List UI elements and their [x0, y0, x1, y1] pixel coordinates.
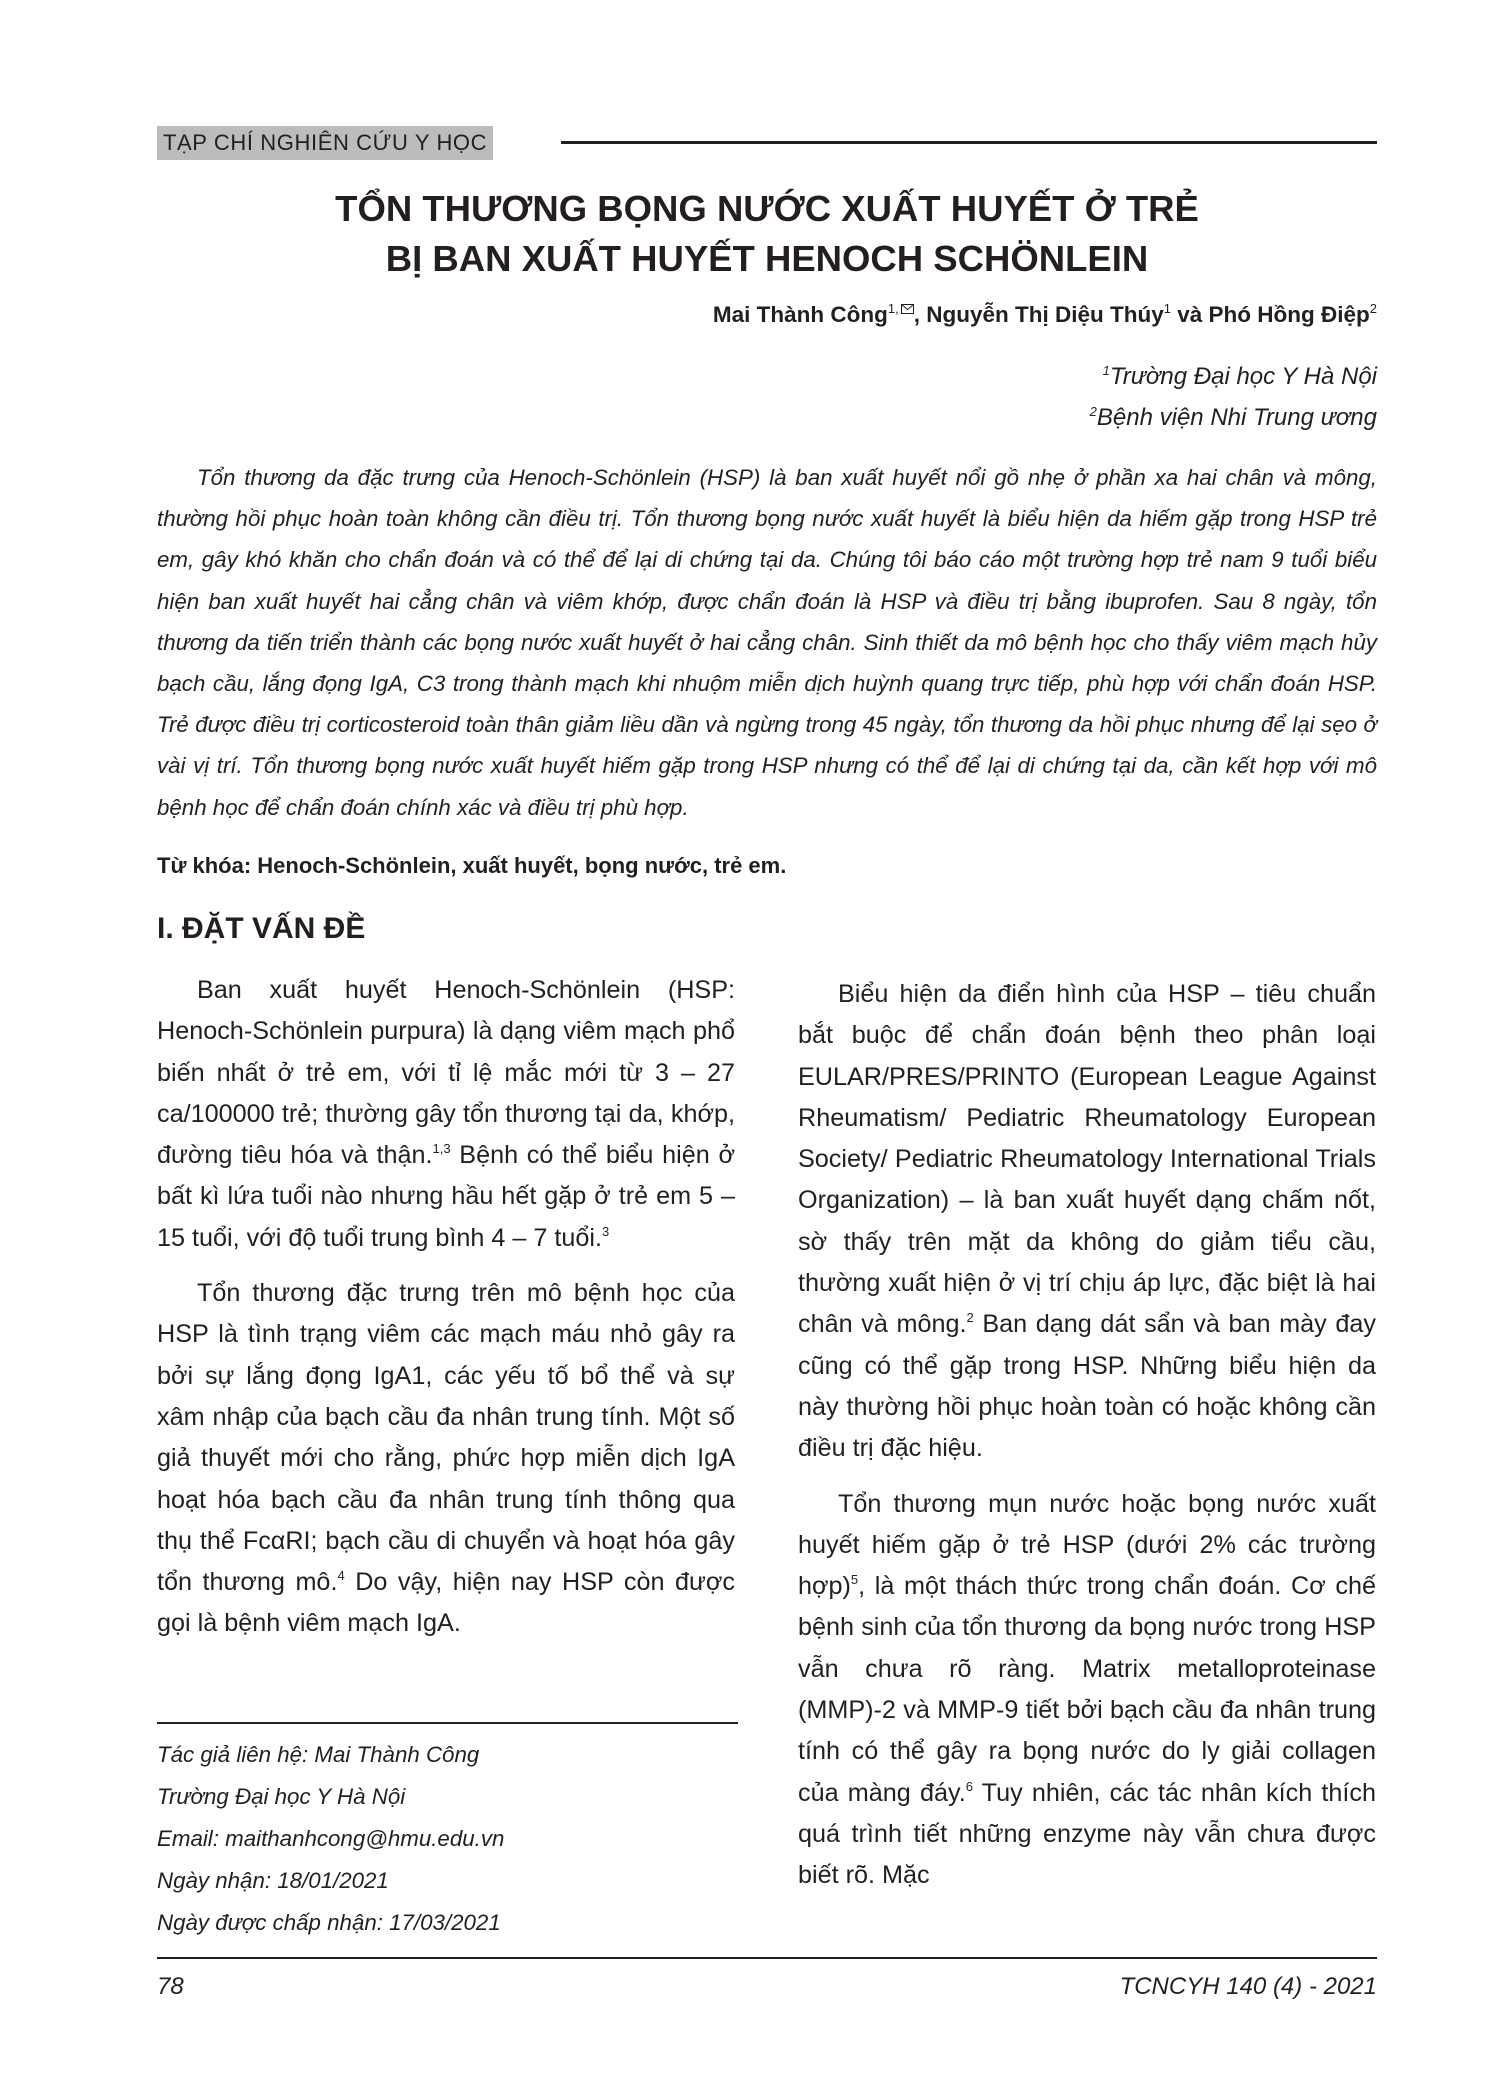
page-number: 78 [157, 1973, 184, 2000]
author-3: và Phó Hồng Điệp [1171, 302, 1370, 327]
text-run: Tổn thương mụn nước hoặc bọng nước xuất huyết hiếm gặp ở trẻ HSP (dưới 2% các trường hợp) [798, 1489, 1376, 1601]
mail-icon [901, 304, 914, 314]
title-line-2: BỊ BAN XUẤT HUYẾT HENOCH SCHÖNLEIN [385, 238, 1149, 279]
citation-ref: 2 [966, 1310, 974, 1326]
author-1-affiliation: 1, [887, 301, 899, 316]
paragraph [157, 1273, 735, 1645]
text-run: Ban dạng dát sẩn và ban mày đay cũng có thể gặp trong HSP. Những biểu hiện da này thường hồi phục hoàn toàn có hoặc không cần điều trị đặc hiệu. [798, 1310, 1376, 1463]
correspondence-block [157, 1734, 738, 1944]
citation-ref: 6 [965, 1778, 973, 1794]
affiliation-2-name: Bệnh viện Nhi Trung ương [1096, 404, 1377, 431]
body-right-column [798, 974, 1376, 1911]
paragraph [157, 970, 735, 1259]
text-run: Tuy nhiên, các tác nhân kích thích quá trình tiết những enzyme này vẫn chưa được biết rõ. Mặc [798, 1778, 1376, 1890]
citation-ref: 4 [337, 1568, 345, 1584]
citation-ref: 1,3 [432, 1141, 451, 1157]
author-1: Mai Thành Công [712, 302, 888, 327]
article-title [157, 184, 1377, 284]
text-run: Tổn thương đặc trưng trên mô bệnh học của HSP là tình trạng viêm các mạch máu nhỏ gây ra bởi sự lắng đọng IgA1, các yếu tố bổ thể và sự xâm nhập của bạch cầu đa nhân trung tính. Một số giả thuyết mới cho rằng, phức hợp miễn dịch IgA hoạt hóa bạch cầu đa nhân trung tính thông qua thụ thể FcαRI; bạch cầu di chuyển và hoạt hóa gây tổn thương mô. [157, 1279, 735, 1597]
correspondence-rule [157, 1722, 738, 1724]
footer-rule [157, 1957, 1377, 1959]
corresponding-author: Tác giả liên hệ: Mai Thành Công [157, 1742, 480, 1767]
keywords: Từ khóa: Henoch-Schönlein, xuất huyết, bọng nước, trẻ em. [157, 853, 787, 878]
paragraph [798, 1484, 1376, 1897]
affiliation-1-number: 1 [1102, 363, 1110, 378]
affiliation-2 [1090, 404, 1377, 432]
abstract: Tổn thương da đặc trưng của Henoch-Schönlein (HSP) là ban xuất huyết nổi gồ nhẹ ở phần xa hai chân và mông, thường hồi phục hoàn toàn không cần điều trị. Tổn thương bọng nước xuất huyết là biểu hiện da hiếm gặp trong HSP trẻ em, gây khó khăn cho chẩn đoán và có thể để lại di chứng tại da. Chúng tôi báo cáo một trường hợp trẻ nam 9 tuổi biểu hiện ban xuất huyết hai cẳng chân và viêm khớp, được chẩn đoán là HSP và điều trị bằng ibuprofen. Sau 8 ngày, tổn thương da tiến triển thành các bọng nước xuất huyết ở hai cẳng chân. Sinh thiết da mô bệnh học cho thấy viêm mạch hủy bạch cầu, lắng đọng IgA, C3 trong thành mạch khi nhuộm miễn dịch huỳnh quang trực tiếp, phù hợp với chẩn đoán HSP. Trẻ được điều trị corticosteroid toàn thân giảm liều dần và ngừng trong 45 ngày, tổn thương da hồi phục nhưng để lại sẹo ở vài vị trí. Tổn thương bọng nước xuất huyết hiếm gặp trong HSP nhưng có thể để lại di chứng tại da, cần kết hợp với mô bệnh học để chẩn đoán chính xác và điều trị phù hợp. [157, 465, 1377, 820]
text-run: Ban xuất huyết Henoch-Schönlein (HSP: Henoch-Schönlein purpura) là dạng viêm mạch phổ biến nhất ở trẻ em, với tỉ lệ mắc mới từ 3 – 27 ca/100000 trẻ; thường gây tổn thương tại da, khớp, đường tiêu hóa và thận. [157, 976, 735, 1170]
title-line-1: TỔN THƯƠNG BỌNG NƯỚC XUẤT HUYẾT Ở TRẺ [335, 188, 1199, 229]
affiliation-2-number: 2 [1089, 404, 1097, 419]
text-run: Biểu hiện da điển hình của HSP – tiêu chuẩn bắt buộc để chẩn đoán bệnh theo phân loại EULAR/PRES/PRINTO (European League Against Rheumatism/ Pediatric Rheumatology European Society/ Pediatric Rheumatology International Trials Organization) – là ban xuất huyết dạng chấm nốt, sờ thấy trên mặt da không do giảm tiểu cầu, thường xuất hiện ở vị trí chịu áp lực, đặc biệt là hai chân và mông. [798, 980, 1376, 1339]
author-2-affiliation: 1 [1163, 301, 1171, 316]
journal-header [157, 126, 1377, 160]
body-left-column [157, 970, 735, 1659]
accepted-date: Ngày được chấp nhận: 17/03/2021 [157, 1910, 501, 1935]
text-run: Do vậy, hiện nay HSP còn được gọi là bệnh viêm mạch IgA. [157, 1568, 735, 1638]
citation-ref: 3 [602, 1223, 610, 1239]
affiliation-1 [1103, 363, 1377, 391]
corresponding-email: Email: maithanhcong@hmu.edu.vn [157, 1826, 505, 1851]
author-2: , Nguyễn Thị Diệu Thúy [913, 302, 1164, 327]
journal-citation: TCNCYH 140 (4) - 2021 [1119, 1973, 1377, 2000]
journal-name: TẠP CHÍ NGHIÊN CỨU Y HỌC [157, 126, 493, 160]
affiliation-1-name: Trường Đại học Y Hà Nội [1109, 363, 1377, 390]
text-run: , là một thách thức trong chẩn đoán. Cơ chế bệnh sinh của tổn thương da bọng nước trong HSP vẫn chưa rõ ràng. Matrix metalloproteinase (MMP)-2 và MMP-9 tiết bởi bạch cầu đa nhân trung tính có thể gây ra bọng nước do ly giải collagen của màng đáy. [798, 1572, 1376, 1807]
header-rule [561, 141, 1377, 144]
section-heading: I. ĐẶT VẤN ĐỀ [157, 912, 366, 945]
author-list [713, 302, 1377, 328]
received-date: Ngày nhận: 18/01/2021 [157, 1868, 389, 1893]
author-3-affiliation: 2 [1369, 301, 1377, 316]
paragraph [798, 974, 1376, 1470]
citation-ref: 5 [850, 1572, 859, 1588]
text-run: Bệnh có thể biểu hiện ở bất kì lứa tuổi nào nhưng hầu hết gặp ở trẻ em 5 – 15 tuổi, với độ tuổi trung bình 4 – 7 tuổi. [157, 1141, 735, 1252]
corresponding-institution: Trường Đại học Y Hà Nội [157, 1784, 406, 1809]
